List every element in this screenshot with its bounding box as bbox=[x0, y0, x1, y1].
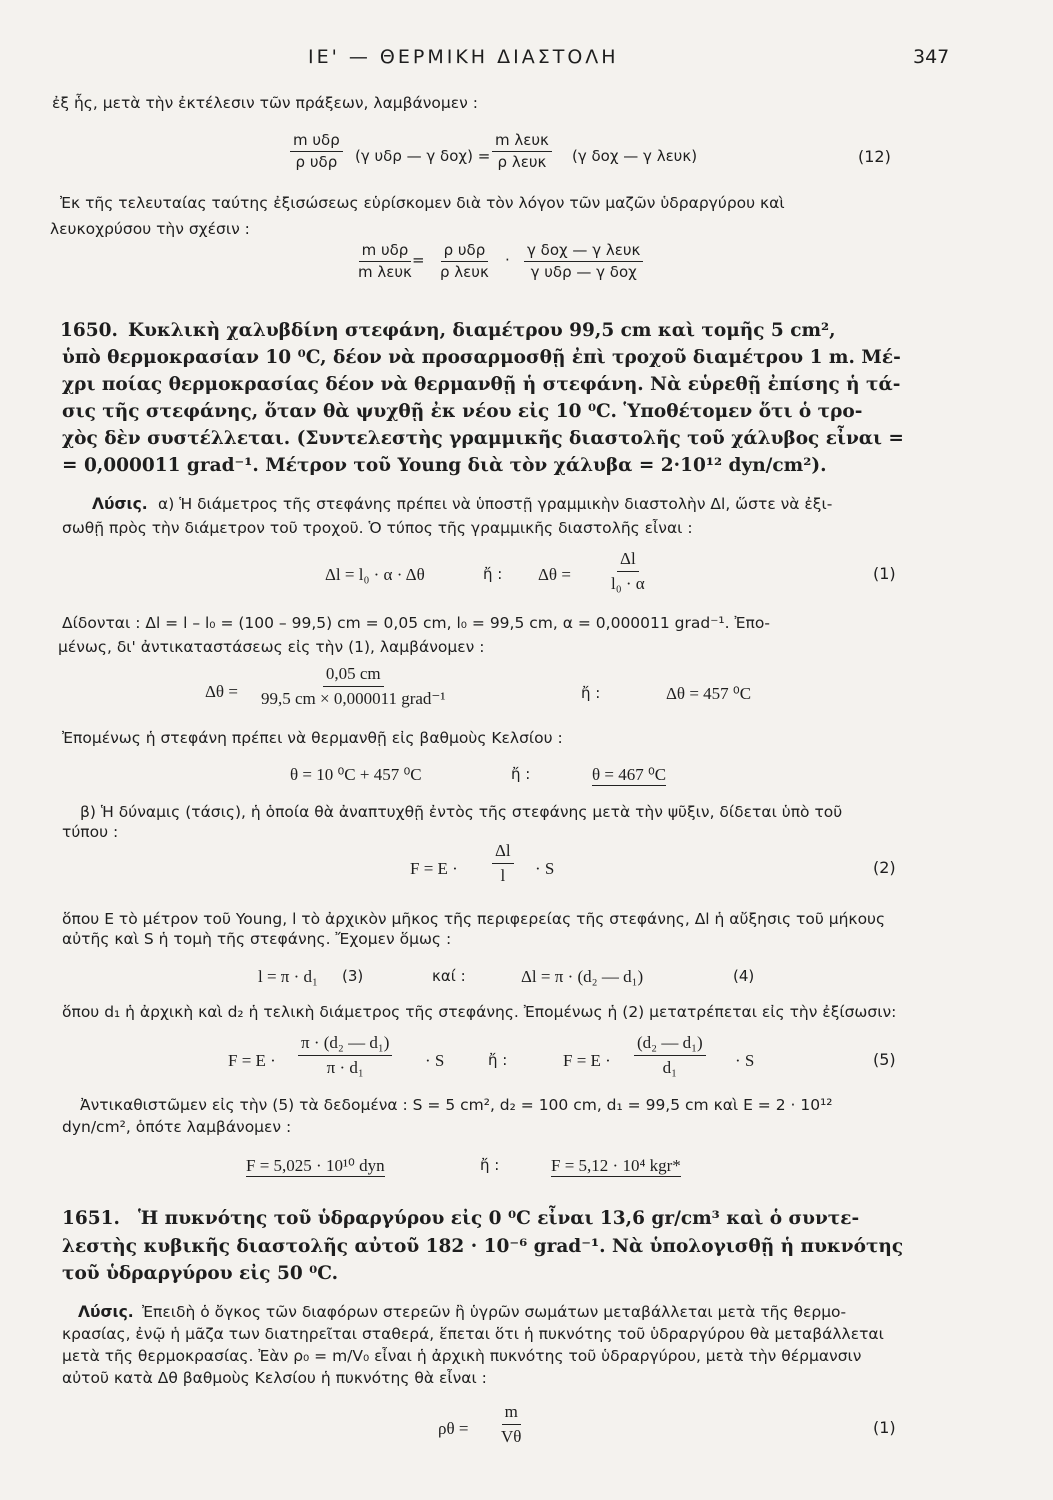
fraction: 0,05 cm 99,5 cm × 0,000011 grad⁻¹ bbox=[261, 664, 446, 708]
fraction: ρ υδρ ρ λευκ bbox=[440, 241, 489, 282]
intro-line: ἐξ ἧς, μετὰ τὴν ἐκτέλεσιν τῶν πράξεων, λαμβάνομεν : bbox=[52, 94, 478, 112]
problem-text: = 0,000011 grad⁻¹. Μέτρον τοῦ Young διὰ τὸν χάλυβα = 2·10¹² dyn/cm²). bbox=[62, 455, 827, 476]
fraction: γ δοχ — γ λευκ γ υδρ — γ δοχ bbox=[524, 242, 643, 282]
equation-label: (2) bbox=[873, 858, 896, 877]
fraction: $\frac{\Delta l}{\text{l₀ · α}}$ bbox=[611, 549, 645, 593]
intro-line: λευκοχρύσου τὴν σχέσιν : bbox=[50, 220, 250, 238]
equation-label: (1) bbox=[873, 564, 896, 583]
problem-text: λεστὴς κυβικῆς διαστολῆς αὐτοῦ 182 · 10⁻⁶ grad⁻¹. Νὰ ὑπολογισθῇ ἡ πυκνότης bbox=[62, 1236, 904, 1257]
equation-label: (1) bbox=[873, 1418, 896, 1437]
equation-label: (5) bbox=[873, 1050, 896, 1069]
solution-label: Λύσις. bbox=[92, 495, 148, 513]
problem-text: Ἡ πυκνότης τοῦ ὑδραργύρου εἰς 0 ⁰C εἶναι 13,6 gr/cm³ καὶ ὁ συντε- bbox=[138, 1208, 860, 1229]
problem-number: 1651. bbox=[62, 1208, 120, 1229]
problem-text: σις τῆς στεφάνης, ὅταν θὰ ψυχθῇ ἐκ νέου εἰς 10 ⁰C. Ὑποθέτομεν ὅτι ὁ τρο- bbox=[62, 401, 863, 422]
fraction: m υδρ ρ υδρ bbox=[290, 132, 343, 172]
fraction: $\frac{m}{V\theta}$ bbox=[501, 1402, 522, 1446]
boxed-result: F = 5,12 · 10⁴ kgr* bbox=[551, 1156, 681, 1175]
boxed-result: θ = 467 ⁰C bbox=[592, 765, 667, 784]
boxed-result: F = 5,025 · 10¹⁰ dyn bbox=[246, 1156, 385, 1175]
problem-text: χὸς δὲν συστέλλεται. (Συντελεστὴς γραμμικῆς διαστολῆς τοῦ χάλυβος εἶναι = bbox=[62, 428, 904, 449]
fraction: m υδρ m λευκ bbox=[358, 241, 412, 282]
problem-text: Κυκλικὴ χαλυβδίνη στεφάνη, διαμέτρου 99,5 cm καὶ τομῆς 5 cm², bbox=[128, 320, 836, 341]
fraction: $\frac{\text{(d₂ — d₁)}}{\text{d₁}}$ bbox=[634, 1033, 706, 1077]
problem-number: 1650. bbox=[60, 320, 118, 341]
solution-label: Λύσις. bbox=[78, 1303, 134, 1321]
problem-text: χρι ποίας θερμοκρασίας δέον νὰ θερμανθῇ ἡ στεφάνη. Νὰ εὑρεθῇ ἐπίσης ἡ τά- bbox=[62, 374, 901, 395]
equation-label: (12) bbox=[858, 147, 891, 166]
equation: Δl = l₀ · α · Δθ bbox=[325, 565, 425, 584]
fraction: $\frac{\Delta l}{l}$ bbox=[492, 841, 514, 885]
running-head: ΙΕ' — ΘΕΡΜΙΚΗ ΔΙΑΣΤΟΛΗ bbox=[308, 46, 619, 68]
fraction: m λευκ ρ λευκ bbox=[492, 132, 552, 172]
page-number: 347 bbox=[913, 46, 950, 68]
intro-line: Ἐκ τῆς τελευταίας ταύτης ἐξισώσεως εὑρίσκομεν διὰ τὸν λόγον τῶν μαζῶν ὑδραργύρου καὶ bbox=[60, 194, 785, 212]
book-page: ΙΕ' — ΘΕΡΜΙΚΗ ΔΙΑΣΤΟΛΗ 347 ἐξ ἧς, μετὰ τὴν ἐκτέλεσιν τῶν πράξεων, λαμβάνομεν : m υδρ ρ υδρ (γ υδρ — γ δοχ) = m λευκ ρ λευκ (γ δοχ — γ λευκ) (12) Ἐκ τῆς τελευταίας ταύτης ἐξισώσεως εὑρίσκομεν διὰ τὸν λόγον τῶν μαζῶν ὑδραργύρου καὶ λευκοχρύσου τὴν σχέσιν : m υδρ m λευκ = ρ υδρ ρ λευκ · γ δοχ — γ λευκ γ υδρ — γ δοχ 1650. Κυκλικὴ χαλυβδίνη στεφάνη, διαμέτρου 99,5 cm καὶ τομῆς 5 cm², ὑπὸ θερμοκρασίαν 10 ⁰C, δέον νὰ προσαρμοσθῇ ἐπὶ τροχοῦ διαμέτρου 1 m. Μέ- χρι ποίας θερμοκρασίας δέον νὰ θερμανθῇ ἡ στεφάνη. Νὰ εὑρεθῇ ἐπίσης ἡ τά- σις τῆς στεφάνης, ὅταν θὰ ψυχθῇ ἐκ νέου εἰς 10 ⁰C. Ὑποθέτομεν ὅτι ὁ τρο- χὸς δὲν συστέλλεται. (Συντελεστὴς γραμμικῆς διαστολῆς τοῦ χάλυβος εἶναι = = 0,000011 grad⁻¹. Μέτρον τοῦ Young διὰ τὸν χάλυβα = 2·10¹² dyn/cm²). Λύσις. α) Ἡ διάμετρος τῆς στεφάνης πρέπει νὰ ὑποστῇ γραμμικὴν διαστολὴν Δl, ὥστε νὰ ἐξι- σωθῇ πρὸς τὴν διάμετρον τοῦ τροχοῦ. Ὁ τύπος τῆς γραμμικῆς διαστολῆς εἶναι : Δl = l₀ · α · Δθ ἤ : Δθ = $\frac{\Delta l}{\text{l₀ · α}}$ (1) Δίδονται : Δl = l – l₀ = (100 – 99,5) cm = 0,05 cm, l₀ = 99,5 cm, α = 0,000011 grad⁻¹. Ἐπο- μένως, δι' ἀντικαταστάσεως εἰς τὴν (1), λαμβάνομεν : Δθ = 0,05 cm 99,5 cm × 0,000011 grad⁻¹ ἤ : Δθ = 457 ⁰C Ἐπομένως ἡ στεφάνη πρέπει νὰ θερμανθῇ εἰς βαθμοὺς Κελσίου : θ = 10 ⁰C + 457 ⁰C ἤ : θ = 467 ⁰C β) Ἡ δύναμις (τάσις), ἡ ὁποία θὰ ἀναπτυχθῇ ἐντὸς τῆς στεφάνης μετὰ τὴν ψῦξιν, δίδεται ὑπὸ τοῦ τύπου : F = E · $\frac{\Delta l}{l}$ · S (2) ὅπου E τὸ μέτρον τοῦ Young, l τὸ ἀρχικὸν μῆκος τῆς περιφερείας τῆς στεφάνης, Δl ἡ αὔξησις τοῦ μήκους αὐτῆς καὶ S ἡ τομὴ τῆς στεφάνης. Ἔχομεν ὅμως : l = π · d₁ (3) καί : Δl = π · (d₂ — d₁) (4) ὅπου d₁ ἡ ἀρχικὴ καὶ d₂ ἡ τελικὴ διάμετρος τῆς στεφάνης. Ἐπομένως ἡ (2) μετατρέπεται εἰς τὴν ἐξίσωσιν: F = E · $\frac{\text{π · (d₂ — d₁)}}{\text{π · d₁}}$ · S ἤ : F = E · $\frac{\text{(d₂ — d₁)}}{\text{d₁}}$ · S (5) Ἀντικαθιστῶμεν εἰς τὴν (5) τὰ δεδομένα : S = 5 cm², d₂ = 100 cm, d₁ = 99,5 cm καὶ E = 2 · 10¹² dyn/cm², ὁπότε λαμβάνομεν : F = 5,025 · 10¹⁰ dyn ἤ : F = 5,12 · 10⁴ kgr* 1651. Ἡ πυκνότης τοῦ ὑδραργύρου εἰς 0 ⁰C εἶναι 13,6 gr/cm³ καὶ ὁ συντε- λεστὴς κυβικῆς διαστολῆς αὐτοῦ 182 · 10⁻⁶ grad⁻¹. Νὰ ὑπολογισθῇ ἡ πυκνότης τοῦ ὑδραργύρου εἰς 50 ⁰C. Λύσις. Ἐπειδὴ ὁ ὄγκος τῶν διαφόρων στερεῶν ἢ ὑγρῶν σωμάτων μεταβάλλεται μετὰ τῆς θερμο- κρασίας, ἐνῷ ἡ μᾶζα των διατηρεῖται σταθερά, ἕπεται ὅτι ἡ πυκνότης τοῦ ὑδραργύρου θὰ μεταβάλλεται μετὰ τῆς θερμοκρασίας. Ἐὰν ρ₀ = m/V₀ εἶναι ἡ ἀρχικὴ πυκνότης τοῦ ὑδραργύρου, μετὰ τὴν θέρμανσιν αὐτοῦ κατὰ Δθ βαθμοὺς Κελσίου ἡ πυκνότης θὰ εἶναι : ρθ = $\frac{m}{V\theta}$ (1) bbox=[50, 46, 950, 1446]
problem-text: τοῦ ὑδραργύρου εἰς 50 ⁰C. bbox=[62, 1263, 339, 1284]
problem-text: ὑπὸ θερμοκρασίαν 10 ⁰C, δέον νὰ προσαρμοσθῇ ἐπὶ τροχοῦ διαμέτρου 1 m. Μέ- bbox=[62, 347, 901, 368]
fraction: $\frac{\text{π · (d₂ — d₁)}}{\text{π · d₁}}$ bbox=[298, 1033, 392, 1077]
